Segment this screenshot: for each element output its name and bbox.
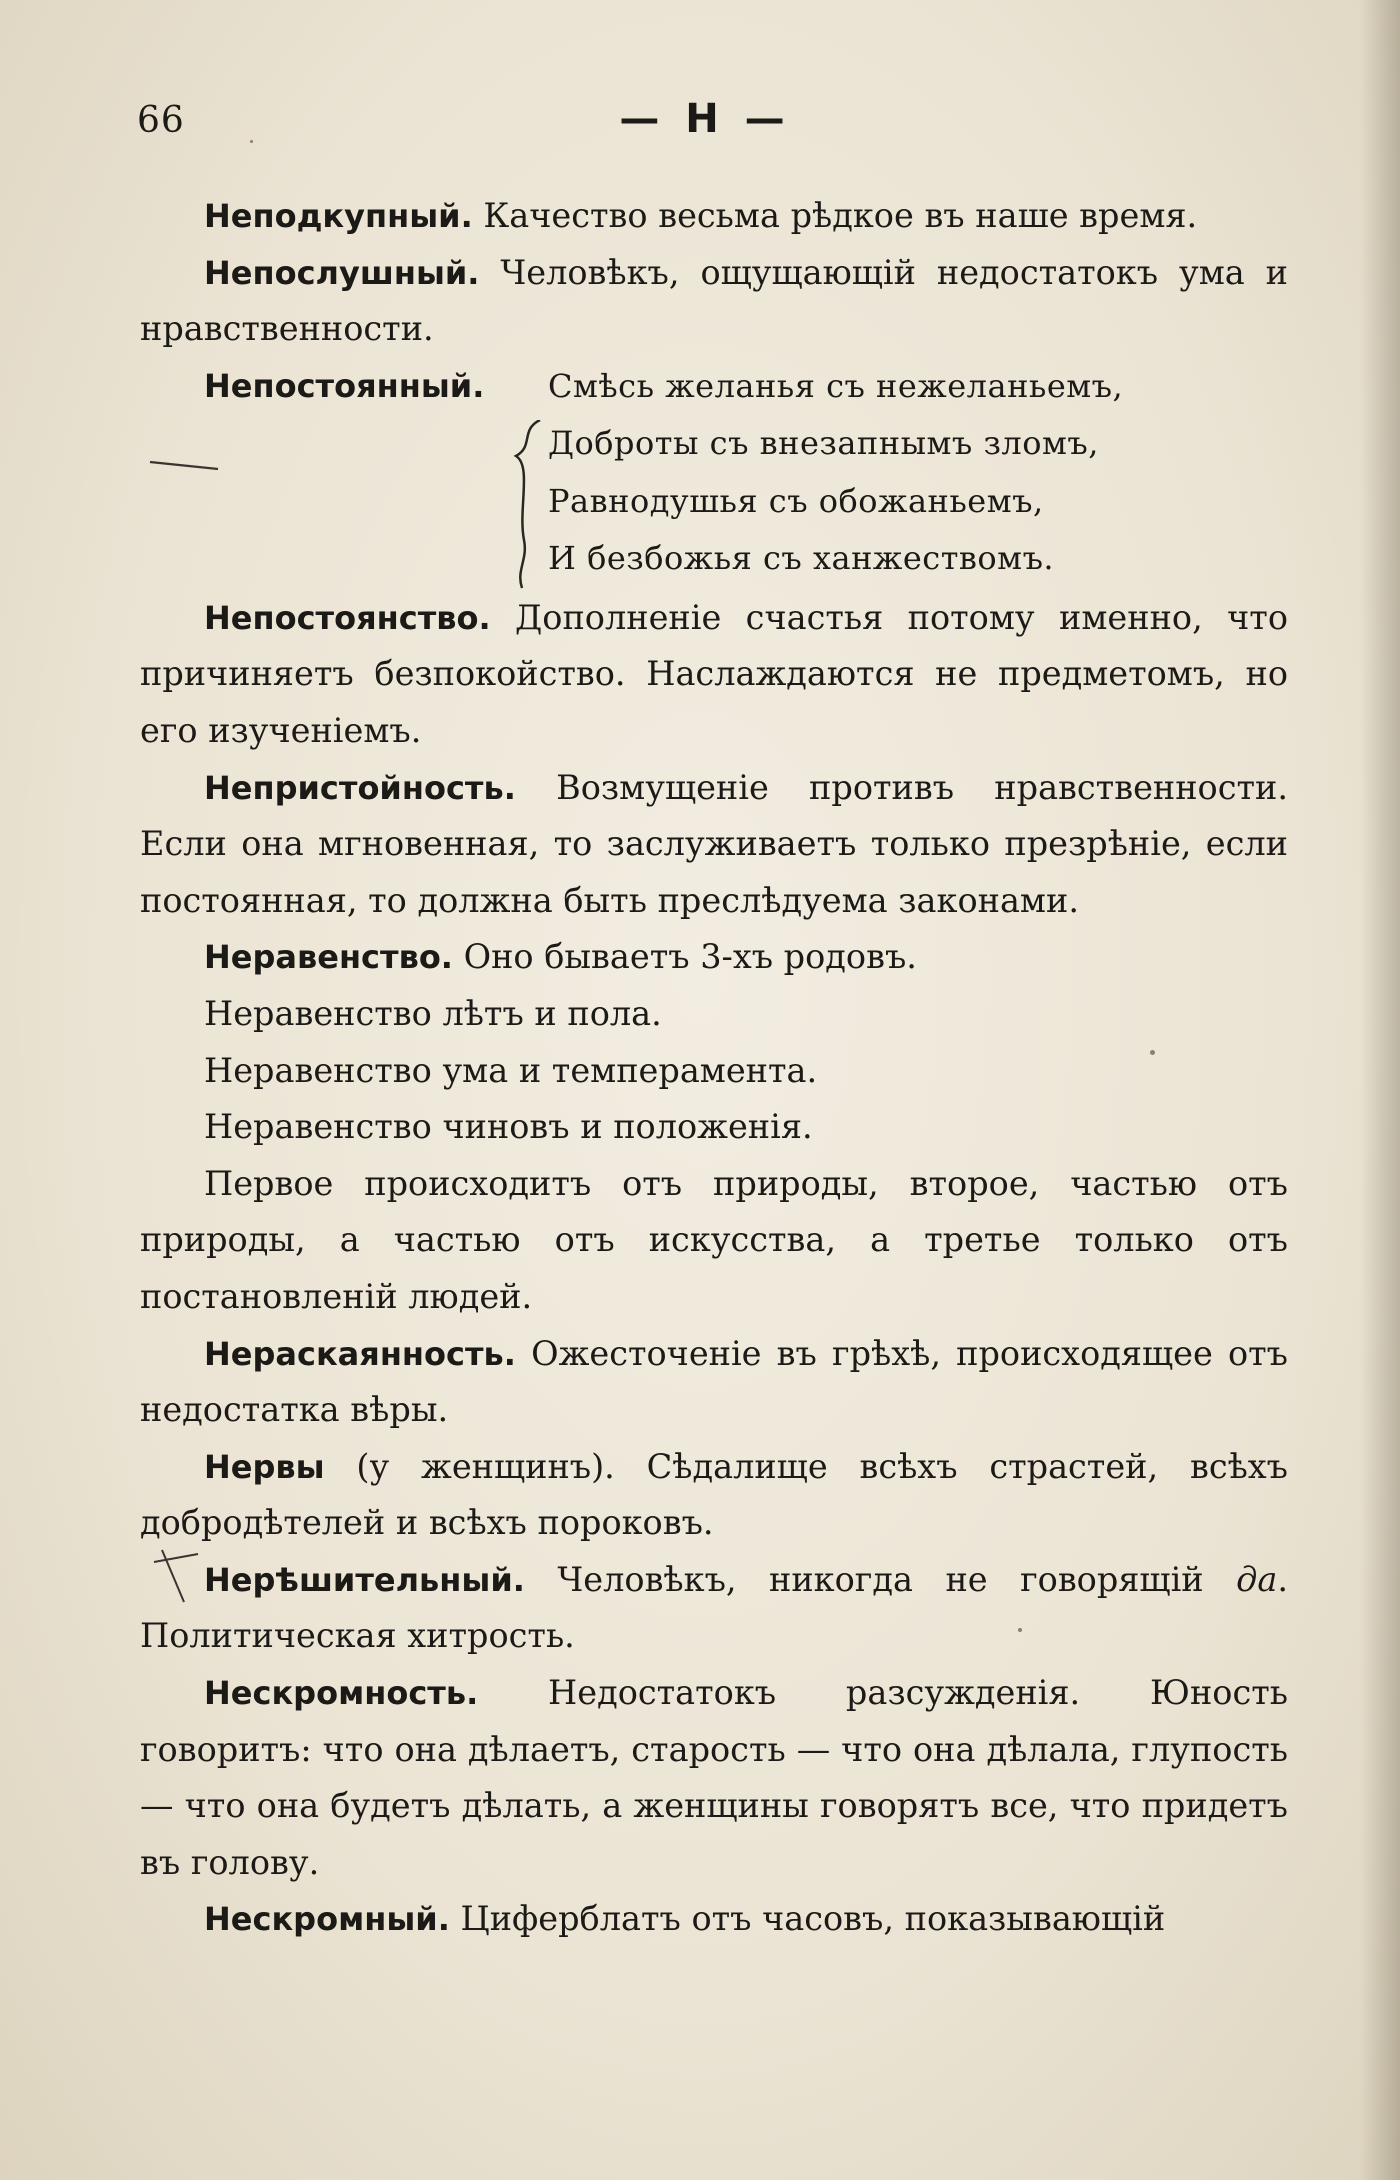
entry — [140, 1891, 1288, 1948]
dictionary-text — [140, 188, 1288, 1948]
running-head: — Н — — [619, 96, 791, 142]
entry-definition: Ожесточеніе въ грѣхѣ, происходящее отъ недостатка вѣры. — [140, 1333, 1288, 1430]
entry-definition: (у женщинъ). Сѣдалище всѣхъ страстей, всѣхъ добродѣтелей и всѣхъ пороковъ. — [140, 1446, 1288, 1543]
entry-subline: Неравенство чиновъ и положенія. — [204, 1107, 813, 1147]
entry — [140, 1552, 1288, 1665]
entry — [140, 760, 1288, 930]
entry — [140, 1439, 1288, 1552]
entry-poem — [140, 358, 1288, 590]
entry-headword: Непослушный. — [204, 253, 480, 292]
page-number: 66 — [137, 100, 185, 141]
entry-definition: Возмущеніе противъ нравственности. Если она мгновенная, то заслуживаетъ только презрѣніе, если постоянная, то должна быть преслѣдуема законами. — [140, 767, 1288, 920]
entry-headword: Нескромный. — [204, 1900, 450, 1939]
entry-definition: Человѣкъ, никогда не говорящій — [524, 1559, 1237, 1599]
entry-definition: Циферблатъ отъ часовъ, показывающій — [449, 1899, 1166, 1939]
entry-definition: Дополненіе счастья потому именно, что причиняетъ безпокойство. Наслаждаются не предметомъ, но его изученіемъ. — [140, 597, 1288, 750]
poem-line: Доброты съ внезапнымъ зломъ, — [548, 424, 1099, 463]
entry-definition: Недостатокъ разсужденія. Юность говоритъ: что она дѣлаетъ, старость — что она дѣлала, глупость — что она будетъ дѣлать, а женщины говорятъ все, что придетъ въ голову. — [140, 1673, 1288, 1882]
entry-definition: Оно бываетъ 3-хъ родовъ. — [452, 937, 917, 977]
entry-definition: Человѣкъ, ощущающій недостатокъ ума и нравственности. — [140, 252, 1288, 349]
entry-headword: Непостоянный. — [204, 366, 485, 405]
entry-definition-cont: . Политическая хитрость. — [140, 1559, 1288, 1656]
entry-headword: Нервы — [204, 1447, 325, 1486]
entry-italic-word: да — [1236, 1559, 1278, 1599]
entry-subline: Неравенство ума и темперамента. — [204, 1050, 818, 1090]
entry-continuation: Первое происходитъ отъ природы, второе, частью отъ природы, а частью отъ искусства, а третье только отъ постановленій людей. — [140, 1163, 1288, 1316]
poem-line: И безбожья съ ханжествомъ. — [548, 539, 1055, 578]
entry-headword: Нерѣшительный. — [204, 1560, 525, 1599]
entry-headword: Непристойность. — [204, 768, 516, 807]
poem-line: Равнодушья съ обожаньемъ, — [548, 481, 1044, 520]
entry-headword: Непостоянство. — [204, 598, 491, 637]
entry-headword: Нераскаянность. — [204, 1334, 516, 1373]
entry — [140, 188, 1288, 245]
entry-headword: Неравенство. — [204, 938, 453, 977]
entry-definition: Качество весьма рѣдкое въ наше время. — [472, 196, 1198, 235]
entry — [140, 929, 1288, 986]
poem-lines — [548, 358, 1123, 588]
pencil-mark-cross — [150, 1548, 202, 1604]
page-edge-shadow — [1360, 0, 1400, 2180]
pencil-mark-dash — [148, 458, 220, 472]
entry — [140, 245, 1288, 358]
paper-speck — [250, 140, 253, 143]
entry — [140, 590, 1288, 760]
entry-headword: Неподкупный. — [204, 197, 473, 235]
entry — [140, 1665, 1288, 1891]
bracket-brace — [510, 420, 550, 590]
paper-speck — [1018, 1628, 1022, 1632]
entry — [140, 1326, 1288, 1439]
entry-subline: Неравенство лѣтъ и пола. — [204, 993, 662, 1033]
paper-speck — [1150, 1050, 1155, 1055]
entry-headword: Нескромность. — [204, 1674, 479, 1713]
poem-line: Смѣсь желанья съ нежеланьемъ, — [548, 366, 1124, 405]
